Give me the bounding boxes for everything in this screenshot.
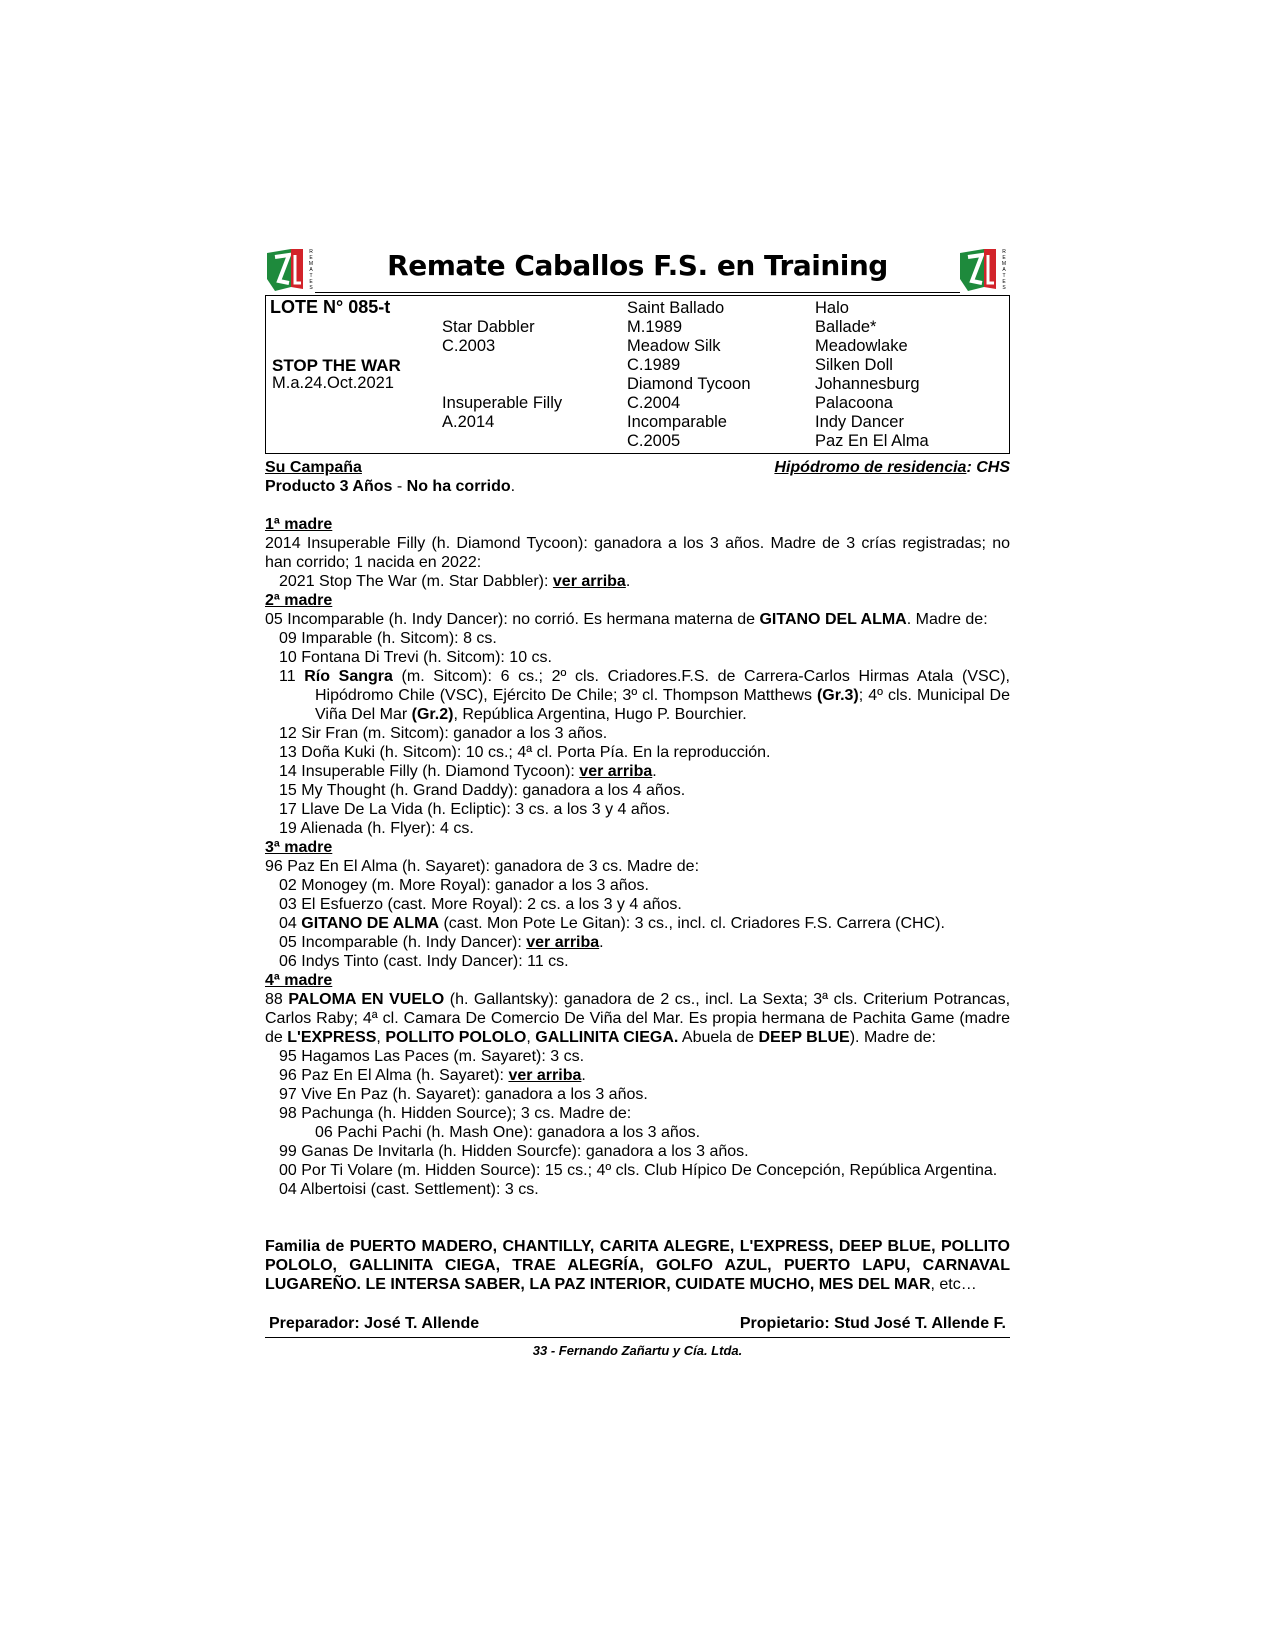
madre3-heading: 3ª madre	[265, 839, 333, 856]
trainer: Preparador: José T. Allende	[269, 1315, 480, 1332]
gen2-item: Saint Ballado	[627, 299, 725, 317]
list-item: 98 Pachunga (h. Hidden Source); 3 cs. Madre de:	[279, 1105, 632, 1122]
list-item: 15 My Thought (h. Grand Daddy): ganadora a los 4 años.	[279, 782, 686, 799]
gen2-item: C.1989	[627, 356, 681, 374]
item-end: .	[599, 934, 604, 951]
footer-credits	[265, 1314, 1010, 1333]
svg-text:S: S	[1002, 285, 1006, 291]
owner: Propietario: Stud José T. Allende F.	[739, 1315, 1006, 1332]
gen2-item: Incomparable	[627, 413, 727, 431]
ver-arriba-link[interactable]: ver arriba	[526, 934, 600, 951]
gen2-item: M.1989	[627, 318, 683, 336]
sire-info: C.2003	[442, 337, 496, 355]
gen2-item: Diamond Tycoon	[627, 375, 751, 393]
list-item: 12 Sir Fran (m. Sitcom): ganador a los 3 años.	[279, 725, 608, 742]
product-line	[265, 477, 1010, 496]
bold-name: DEEP BLUE	[758, 1029, 850, 1046]
item-text: (m. Sitcom): 6 cs.; 2º cls. Criadores.F.S. de Carrera-Carlos Hirmas Atala (VSC), Hipódromo Chile (VSC), Ejército De Chile; 3º cl. Thompson Matthews	[315, 668, 1011, 704]
svg-text:E: E	[309, 279, 313, 285]
gen3-item: Silken Doll	[815, 356, 893, 374]
product-status: No ha corrido	[406, 478, 511, 495]
list-subitem: 06 Pachi Pachi (h. Mash One): ganadora a los 3 años.	[315, 1124, 701, 1141]
horse-name: STOP THE WAR	[272, 356, 401, 375]
svg-text:A: A	[1002, 267, 1006, 273]
gen3-item: Palacoona	[815, 394, 893, 412]
gen3-item: Johannesburg	[815, 375, 920, 393]
lot-number: LOTE N° 085-t	[270, 297, 391, 317]
svg-text:R: R	[1002, 249, 1006, 255]
svg-text:M: M	[308, 261, 314, 267]
madre4-heading: 4ª madre	[265, 972, 333, 989]
residence-value: : CHS	[966, 459, 1010, 476]
svg-text:R: R	[309, 249, 313, 255]
campaign-heading: Su Campaña	[265, 459, 362, 476]
footer-rule	[265, 1337, 1010, 1338]
product-age: Producto 3 Años	[265, 478, 393, 495]
item-text: ,	[376, 1029, 386, 1046]
bold-name: POLLITO POLOLO	[385, 1029, 527, 1046]
list-item	[265, 1066, 1010, 1085]
svg-text:E: E	[1002, 255, 1006, 261]
page-title: Remate Caballos F.S. en Training	[387, 249, 888, 282]
product-end: .	[510, 478, 516, 495]
gen3-item: Paz En El Alma	[815, 432, 929, 450]
bold-name: GITANO DE ALMA	[301, 915, 440, 932]
svg-text:T: T	[309, 273, 313, 279]
item-text: 05 Incomparable (h. Indy Dancer): no corrió. Es hermana materna de	[265, 611, 760, 628]
list-item	[265, 933, 1010, 952]
remates-logo-right	[958, 245, 1010, 293]
product-sep: -	[392, 478, 407, 495]
madre4-text	[265, 990, 1010, 1047]
madre3-text: 96 Paz En El Alma (h. Sayaret): ganadora de 3 cs. Madre de:	[265, 858, 700, 875]
page-number: 33 - Fernando Zañartu y Cía. Ltda.	[532, 1343, 743, 1358]
list-item: 00 Por Ti Volare (m. Hidden Source): 15 cs.; 4º cls. Club Hípico De Concepción, República Argentina.	[279, 1162, 998, 1179]
remates-logo-left	[265, 245, 317, 293]
bold-name: Río Sangra	[304, 668, 393, 685]
item-text: 96 Paz En El Alma (h. Sayaret):	[279, 1067, 509, 1084]
item-text: 04	[279, 915, 302, 932]
list-item	[265, 914, 1010, 933]
madre1-text: 2014 Insuperable Filly (h. Diamond Tycoon): ganadora a los 3 años. Madre de 3 crías registradas; no han corrido; 1 nacida en 2022:	[265, 535, 1010, 571]
ver-arriba-link[interactable]: ver arriba	[508, 1067, 582, 1084]
list-item: 03 El Esfuerzo (cast. More Royal): 2 cs. a los 3 y 4 años.	[279, 896, 682, 913]
item-text: 88	[265, 991, 289, 1008]
item-end: ). Madre de:	[849, 1029, 936, 1046]
item-end: .	[581, 1067, 586, 1084]
gen2-item: C.2005	[627, 432, 681, 450]
family-end: , etc…	[930, 1276, 977, 1293]
bold-name: PALOMA EN VUELO	[288, 991, 445, 1008]
list-item	[265, 762, 1010, 781]
item-text: ,	[526, 1029, 536, 1046]
svg-text:S: S	[309, 285, 313, 291]
list-item: 02 Monogey (m. More Royal): ganador a los 3 años.	[279, 877, 649, 894]
residence	[774, 458, 1010, 477]
gen2-item: Meadow Silk	[627, 337, 721, 355]
madre2-text	[265, 610, 1010, 629]
svg-text:A: A	[309, 267, 313, 273]
dam: Insuperable Filly	[442, 394, 563, 412]
header	[265, 245, 1010, 295]
list-item: 17 Llave De La Vida (h. Ecliptic): 3 cs. a los 3 y 4 años.	[279, 801, 671, 818]
item-text: , República Argentina, Hugo P. Bourchier.	[453, 706, 747, 723]
list-item: 09 Imparable (h. Sitcom): 8 cs.	[279, 630, 497, 647]
bold-name: GITANO DEL ALMA	[759, 611, 907, 628]
gen3-item: Halo	[815, 299, 849, 317]
list-item: 13 Doña Kuki (h. Sitcom): 10 cs.; 4ª cl. Porta Pía. En la reproducción.	[279, 744, 771, 761]
sire: Star Dabbler	[442, 318, 535, 336]
svg-text:E: E	[309, 255, 313, 261]
ver-arriba-link[interactable]: ver arriba	[579, 763, 653, 780]
document-body	[265, 458, 1010, 1360]
family-paragraph	[265, 1237, 1010, 1294]
residence-label: Hipódromo de residencia	[774, 459, 967, 476]
gen3-item: Meadowlake	[815, 337, 908, 355]
item-text: ; 4º cls. Municipal De Viña Del Mar	[315, 687, 1010, 723]
item-text: 2021 Stop The War (m. Star Dabbler):	[279, 573, 553, 590]
svg-text:M: M	[1001, 261, 1007, 267]
horse-info: M.a.24.Oct.2021	[272, 374, 394, 392]
list-item: 97 Vive En Paz (h. Sayaret): ganadora a los 3 años.	[279, 1086, 648, 1103]
item-end: . Madre de:	[906, 611, 988, 628]
list-item: 10 Fontana Di Trevi (h. Sitcom): 10 cs.	[279, 649, 552, 666]
item-end: .	[652, 763, 657, 780]
item-text: (h. Gallantsky): ganadora de 2 cs., incl. La Sexta; 3ª cls. Criterium Potrancas, Carlos Raby; 4ª cl. Camara De Comercio De Viña del Mar. Es propia hermana de Pachita Game (madre de	[265, 991, 1011, 1046]
family-names: Familia de PUERTO MADERO, CHANTILLY, CARITA ALEGRE, L'EXPRESS, DEEP BLUE, POLLITO POLOLO, GALLINITA CIEGA, TRAE ALEGRÍA, GOLFO AZUL, PUERTO LAPU, CARNAVAL LUGAREÑO. LE INTERSA SABER, LA PAZ INTERIOR, CUIDATE MUCHO, MES DEL MAR	[265, 1238, 1010, 1293]
gen2-item: C.2004	[627, 394, 681, 412]
title-rule	[315, 292, 960, 293]
list-item: 04 Albertoisi (cast. Settlement): 3 cs.	[279, 1181, 539, 1198]
list-item: 19 Alienada (h. Flyer): 4 cs.	[279, 820, 474, 837]
bold-name: L'EXPRESS	[287, 1029, 377, 1046]
list-item	[265, 572, 1010, 591]
item-text: 11	[279, 668, 305, 685]
item-text: 05 Incomparable (h. Indy Dancer):	[279, 934, 527, 951]
item-text: (cast. Mon Pote Le Gitan): 3 cs., incl. cl. Criadores F.S. Carrera (CHC).	[439, 915, 945, 932]
item-end: .	[625, 573, 631, 590]
gen3-item: Indy Dancer	[815, 413, 904, 431]
list-item: 99 Ganas De Invitarla (h. Hidden Sourcfe): ganadora a los 3 años.	[279, 1143, 749, 1160]
pedigree-table	[265, 295, 1010, 454]
svg-text:E: E	[1002, 279, 1006, 285]
document-page	[265, 245, 1010, 1360]
item-text: 14 Insuperable Filly (h. Diamond Tycoon):	[279, 763, 580, 780]
campaign-row	[265, 458, 1010, 477]
gen3-item: Ballade*	[815, 318, 877, 336]
ver-arriba-link[interactable]: ver arriba	[552, 573, 626, 590]
madre1-heading: 1ª madre	[265, 516, 333, 533]
item-text: Abuela de	[678, 1029, 759, 1046]
list-item	[265, 667, 1010, 724]
bold-name: GALLINITA CIEGA.	[535, 1029, 679, 1046]
dam-info: A.2014	[442, 413, 495, 431]
svg-text:T: T	[1002, 273, 1006, 279]
list-item: 06 Indys Tinto (cast. Indy Dancer): 11 cs.	[279, 953, 569, 970]
list-item: 95 Hagamos Las Paces (m. Sayaret): 3 cs.	[279, 1048, 585, 1065]
grade: (Gr.3)	[816, 687, 859, 704]
madre2-heading: 2ª madre	[265, 592, 333, 609]
grade: (Gr.2)	[411, 706, 454, 723]
